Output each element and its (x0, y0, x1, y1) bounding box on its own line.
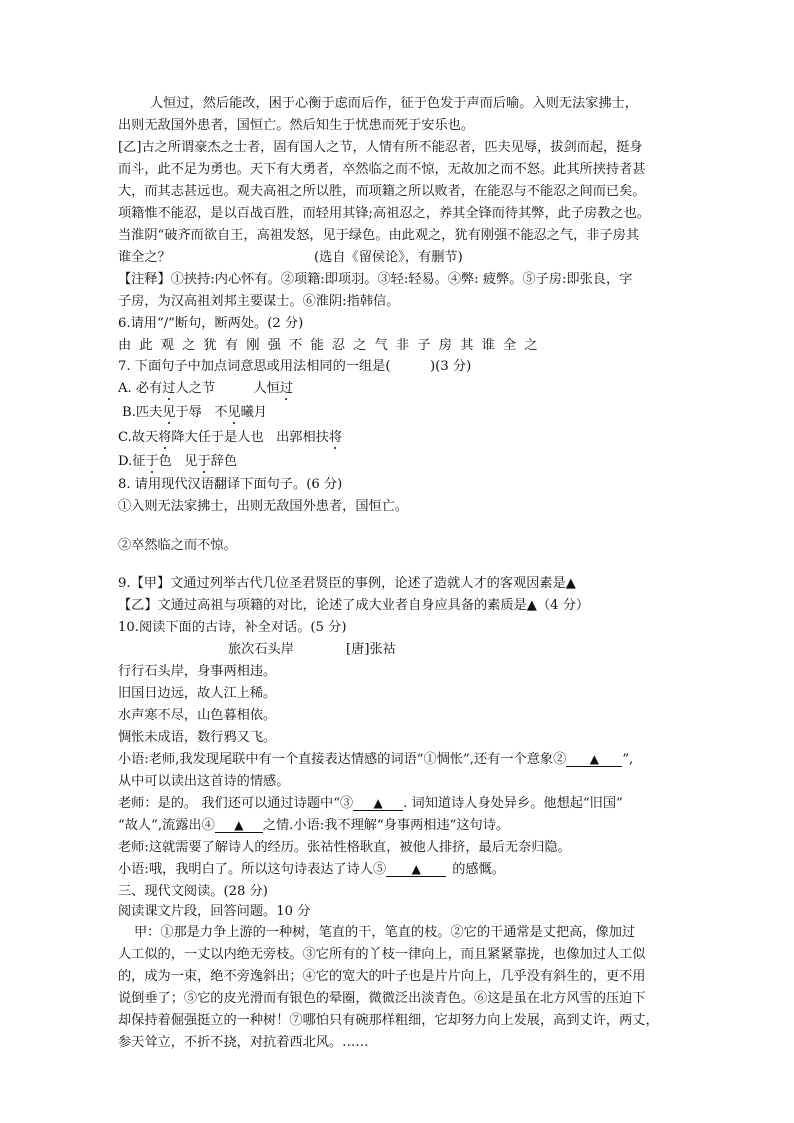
dotted-word: 见 (162, 405, 176, 420)
question-7-option-a (118, 380, 293, 398)
passage-yi-line: 而斗，此不足为勇也。天下有大勇者，卒然临之而不惊，无故加之而不怒。此其所挟持者甚 (118, 162, 646, 177)
dialogue-text: “故人”,流露出④ (118, 818, 215, 833)
dotted-word: 过 (279, 381, 294, 396)
dialogue-line-3 (118, 817, 509, 835)
passage-yi-line: 谁全之？ (118, 250, 171, 265)
answer-blank-2[interactable]: ▲ (566, 752, 622, 767)
option-text: C.故天 (118, 430, 159, 445)
answer-blank-4[interactable]: ▲ (215, 818, 263, 833)
option-text: A. 必有 (118, 381, 163, 396)
passage-yi-line: 大，而其志甚远也。观夫高祖之所以胜，而项籍之所以败者，在能忍与不能忍之间而已矣。 (118, 184, 646, 199)
section-3-heading: 三、现代文阅读。(28 分) (118, 884, 268, 899)
dotted-word: 将 (158, 430, 172, 445)
answer-blank-5[interactable]: ▲ (386, 862, 446, 877)
poem-line: 惆怅未成语，数行鸦又飞。 (118, 730, 277, 745)
dotted-word: 于 (145, 454, 159, 469)
dotted-word: 见 (227, 405, 241, 420)
passage-yi-line: 项籍惟不能忍，是以百战百胜，而轻用其锋;高祖忍之，养其全锋而待其弊，此子房教之也。 (118, 206, 650, 221)
dialogue-text: 老师：是的。 我们还可以通过诗题中“③ (118, 796, 354, 811)
option-text: 色 (158, 454, 172, 469)
notes-line: 【注释】①挟持:内心怀有。②项籍:即项羽。③轻:轻易。④弊: 疲弊。⑤子房:即张良，字 (118, 272, 633, 287)
answer-blank-3[interactable]: ▲ (353, 796, 403, 811)
dialogue-line-5 (118, 861, 505, 879)
question-6-sentence: 由此观之犹有刚强不能忍之气非子房其谁全之 (118, 338, 546, 353)
poem-author: [唐]张祜 (346, 642, 396, 657)
section-3-text-line: 人工似的，一丈以内绝无旁枝。③它所有的丫枝一律向上，而且紧紧靠拢，也像加过人工似 (118, 947, 646, 962)
option-text: D.征 (118, 454, 146, 469)
question-7-option-b (122, 404, 267, 422)
dialogue-line-2 (118, 795, 623, 813)
poem-title: 旅次石头岸 (228, 642, 294, 657)
question-9-line: 【乙】文通过高祖与项籍的对比，论述了成大业者自身应具备的素质是▲（4 分） (118, 598, 590, 613)
poem-line: 水声寒不尽，山色暮相依。 (118, 708, 277, 723)
section-3-intro: 阅读课文片段，回答问题。10 分 (118, 904, 311, 919)
section-3-text-line: 参天耸立，不折不挠，对抗着西北风。…… (118, 1035, 369, 1050)
question-8-stem: 8. 请用现代汉语翻译下面句子。(6 分) (118, 477, 343, 492)
option-text: 不 (214, 405, 228, 420)
dialogue-text: 之情.小语:我不理解“身事两相违”这句诗。 (262, 818, 510, 833)
option-text: 降大任于是人也 (171, 430, 264, 445)
question-9-line: 9.【甲】文通过列举古代几位圣君贤臣的事例，论述了造就人才的客观因素是▲ (118, 576, 576, 591)
dialogue-text: . 词知道诗人身处异乡。他想起“旧国” (403, 796, 623, 811)
question-8-item-2: ②卒然临之而不惊。 (118, 538, 237, 553)
section-3-text-line: 却保持着倔强挺立的一种树！⑦哪怕只有碗那样粗细，它却努力向上发展，高到丈许，两丈， (118, 1013, 659, 1028)
passage-jia-line: 出则无敌国外患者，国恒亡。然后知生于忧患而死于安乐也。 (118, 118, 475, 133)
dialogue-line-1-cont: 从中可以读出这首诗的情感。 (118, 774, 290, 789)
question-8-item-1: ①入则无法家拂士，出则无敌国外患者，国恒亡。 (118, 499, 409, 514)
dotted-word: 过 (162, 381, 176, 396)
option-text: B.匹夫 (122, 405, 163, 420)
option-text: 人之节 (175, 381, 216, 396)
dialogue-line-4: 老师:这就需要了解诗人的经历。张祜性格耿直，被他人排挤，最后无奈归隐。 (118, 840, 571, 855)
passage-yi-last-line (118, 249, 463, 267)
question-10-stem: 10.阅读下面的古诗，补全对话。(5 分) (118, 620, 347, 635)
dialogue-text: ”, (622, 752, 634, 767)
option-text: 曦月 (240, 405, 267, 420)
passage-jia-line: 人恒过，然后能改，困于心衡于虑而后作，征于色发于声而后喻。入则无法家拂士， (150, 96, 638, 111)
question-7-option-d (118, 453, 237, 471)
dialogue-text: 小语:哦，我明白了。所以这句诗表达了诗人⑤ (118, 862, 387, 877)
dialogue-text: 小语:老师,我发现尾联中有一个直接表达情感的词语“①惆怅”,还有一个意象② (118, 752, 567, 767)
dotted-word: 于 (197, 454, 211, 469)
question-6-stem: 6.请用“/”断句，断两处。(2 分) (118, 316, 304, 331)
question-7-option-c (118, 429, 342, 447)
option-text: 人恒 (253, 381, 280, 396)
passage-source: (选自《留侯论》，有删节) (314, 250, 463, 265)
passage-yi-line: [乙]古之所谓豪杰之士者，固有国人之节，人情有所不能忍者，匹夫见辱，拔剑而起，挺身 (118, 140, 643, 155)
passage-yi-line: 当淮阴“破齐而欲自王，高祖发怒，见于绿色。由此观之，犹有刚强不能忍之气，非子房其 (118, 228, 640, 243)
dialogue-line-1 (118, 751, 633, 769)
dialogue-text: 的感慨。 (452, 862, 505, 877)
question-7-stem: 7. 下面句子中加点词意思或用法相同的一组是( )(3 分) (118, 359, 472, 374)
option-text: 于辱 (175, 405, 202, 420)
option-text: 出郭相扶 (276, 430, 329, 445)
section-3-text-line: 甲：①那是力争上游的一种树，笔直的干，笔直的枝。②它的干通常是丈把高，像加过 (134, 925, 636, 940)
section-3-text-line: 的，成为一束，绝不旁逸斜出；④它的宽大的叶子也是片片向上，几乎没有斜生的，更不用 (118, 969, 646, 984)
dotted-word: 将 (328, 430, 343, 445)
notes-line: 子房，为汉高祖刘邦主要谋士。⑥淮阴:指韩信。 (118, 294, 400, 309)
option-text: 辞色 (210, 454, 238, 469)
poem-line: 行行石头岸，身事两相违。 (118, 664, 277, 679)
option-text: 见 (184, 454, 198, 469)
section-3-text-line: 说倒垂了；⑤它的皮光滑而有银色的晕圈，微微泛出淡青色。⑥这是虽在北方风雪的压迫下 (118, 991, 646, 1006)
poem-line: 旧国日边远，故人江上稀。 (118, 686, 277, 701)
